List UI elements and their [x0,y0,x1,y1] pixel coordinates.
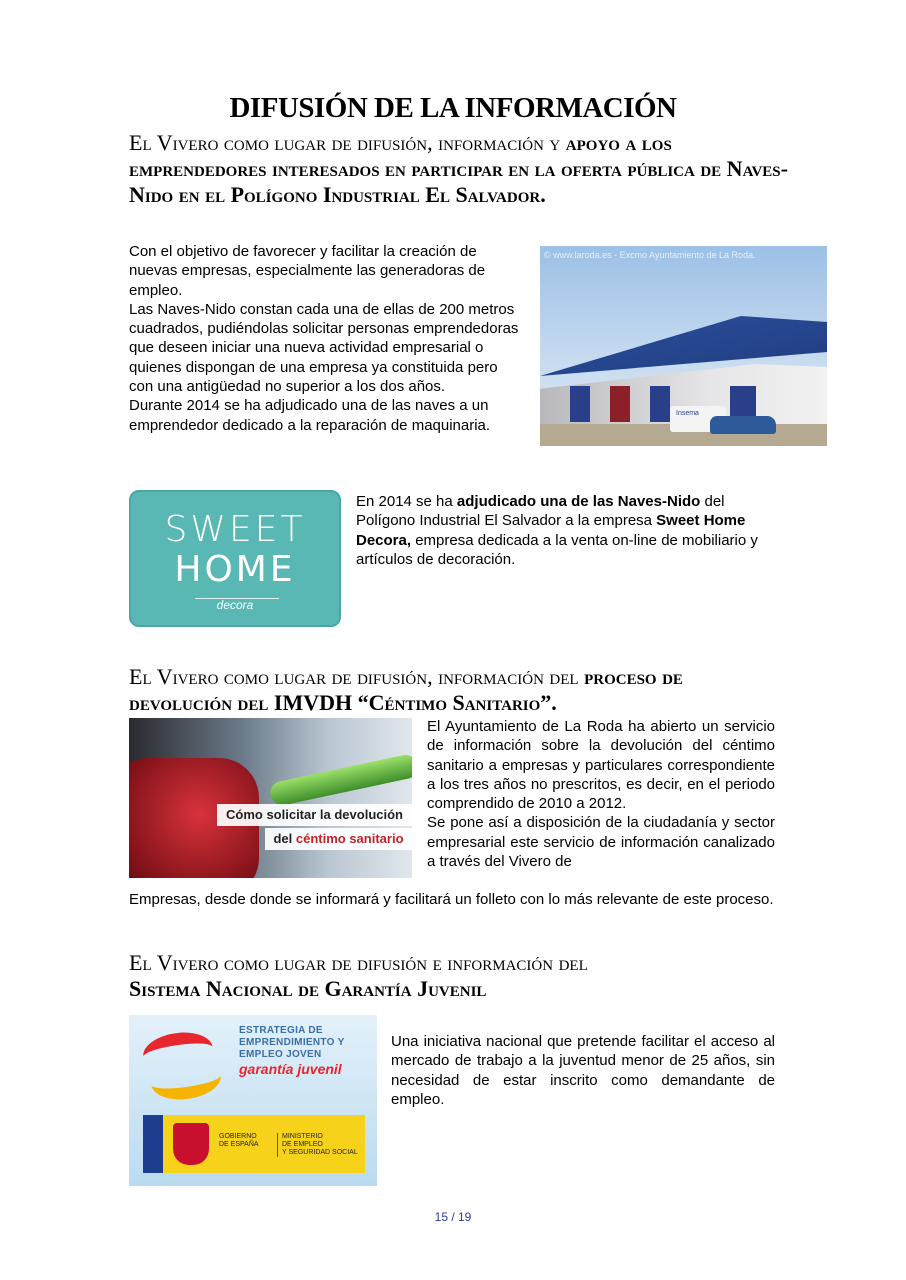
award-text-part: En 2014 se ha [356,493,457,510]
section3-body: Una iniciativa nacional que pretende facilitar el acceso al mercado de trabajo a la juventud menor de 25 años, sin necesidad de estar inscrito como demandante de empleo. [391,1033,775,1108]
section2-paragraph: Se pone así a disposición de la ciudadanía y sector empresarial este servicio de información canalizado a través del Vivero de [427,814,775,871]
ministry-label-line: Y SEGURIDAD SOCIAL [282,1149,358,1156]
award-text-bold: Sweet Home Decora, [356,512,746,549]
banner-strategy [239,1025,345,1061]
logo-line2: HOME [174,549,296,590]
banner-line: EMPRENDIMIENTO Y [239,1037,345,1048]
ministry-label-line: MINISTERIO [282,1133,323,1140]
page-title: DIFUSIÓN DE LA INFORMACIÓN [229,92,677,124]
ministry-label [277,1133,358,1157]
section3-heading [129,950,789,1002]
centimo-sanitario-photo [129,718,412,878]
award-text-part: empresa dedicada a la venta on-line de mobiliario y artículos de decoración. [356,531,758,568]
logo-line3: decora [216,598,254,612]
section2-heading-bold: proceso de devolución del IMVDH “Céntimo Sanitario”. [129,664,683,715]
section1-paragraph: Las Naves-Nido constan cada una de ellas de 200 metros cuadrados, pudiéndolas solicitar personas emprendedoras que deseen iniciar una nueva actividad empresarial o quienes dispongan de una empresa ya constituida pero con una antigüedad no superior a los dos años. [129,300,519,396]
section1-body [129,242,521,435]
photo-caption-line2 [265,828,412,850]
logo-line1: SWEET [164,509,306,550]
section1-heading-light: El Vivero como lugar de difusión, información y [129,130,561,155]
sweet-home-logo [129,490,341,627]
award-text [356,492,776,569]
photo-watermark: © www.laroda.es - Excmo Ayuntamiento de La Roda. [544,250,756,260]
caption-highlight: céntimo sanitario [295,831,404,846]
gov-label-line: DE ESPAÑA [219,1141,259,1148]
section1-paragraph: Con el objetivo de favorecer y facilitar la creación de nuevas empresas, especialmente las generadoras de empleo. [129,243,486,299]
garantia-juvenil-banner [129,1015,377,1186]
section3-heading-light: El Vivero como lugar de difusión e información del [129,950,588,975]
award-text-bold: adjudicado una de las Naves-Nido [456,493,701,510]
section1-heading-bold: apoyo a los emprendedores interesados en participar en la oferta pública de Naves-Nido en el Polígono Industrial El Salvador. [129,130,788,207]
section2-heading [129,664,789,716]
section1-paragraph: Durante 2014 se ha adjudicado una de las naves a un emprendedor dedicado a la reparación de maquinaria. [129,397,491,434]
photo-caption-line1: Cómo solicitar la devolución [217,804,412,826]
section3-heading-bold: Sistema Nacional de Garantía Juvenil [129,976,487,1001]
award-text-part: del Polígono Industrial El Salvador a la empresa [356,493,725,530]
van-label: Insema [676,410,699,417]
section2-body-bottom: Empresas, desde donde se informará y facilitará un folleto con lo más relevante de este proceso. [129,891,774,908]
page-number: 15 / 19 [434,1210,472,1224]
banner-brand: garantía juvenil [239,1061,342,1077]
banner-line: EMPLEO JOVEN [239,1049,322,1060]
section2-paragraph: El Ayuntamiento de La Roda ha abierto un servicio de información sobre la devolución del céntimo sanitario a empresas y particulares correspondiente a los tres años no prescritos, es decir, en el periodo comprendido de 2010 a 2012. [427,718,775,813]
naves-nido-photo [540,246,827,446]
coat-of-arms-icon [173,1123,209,1165]
section2-body-right [427,717,775,871]
ministry-label-line: DE EMPLEO [282,1141,323,1148]
section2-heading-light: El Vivero como lugar de difusión, información del [129,664,579,689]
gov-label-line: GOBIERNO [219,1133,257,1140]
gov-label [219,1133,259,1149]
caption-prefix: del [273,831,296,846]
government-logo [143,1115,365,1173]
banner-line: ESTRATEGIA DE [239,1025,323,1036]
section1-heading [129,130,789,208]
